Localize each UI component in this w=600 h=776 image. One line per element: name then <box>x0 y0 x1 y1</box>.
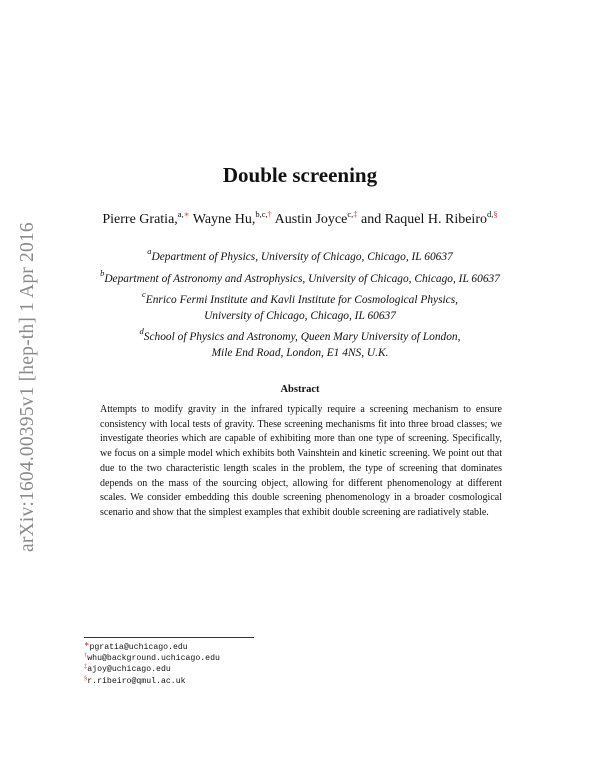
author-footnote-mark[interactable]: ∗ <box>183 209 190 219</box>
affiliation-text: School of Physics and Astronomy, Queen Mary University of London, <box>143 331 461 343</box>
arxiv-identifier: arXiv:1604.00395v1 [hep-th] 1 Apr 2016 <box>17 222 38 552</box>
email-link[interactable]: whu@background.uchicago.edu <box>87 654 220 664</box>
footnote-item <box>84 642 384 653</box>
author-name: Pierre Gratia, <box>102 212 178 227</box>
affiliation-label: a <box>147 246 152 256</box>
footnote-mark: † <box>84 652 88 660</box>
email-link[interactable]: r.ribeiro@qmul.ac.uk <box>87 676 186 686</box>
affiliation-text-line2: University of Chicago, Chicago, IL 60637 <box>204 309 396 322</box>
footnote-mark: ∗ <box>84 641 90 648</box>
affiliation-c <box>60 289 540 324</box>
affiliation-label: b <box>100 267 105 278</box>
footnote-mark: ‡ <box>84 663 88 671</box>
footnote-item <box>84 676 384 687</box>
author-name: Austin Joyce <box>274 212 348 227</box>
author-affiliation-marks: c, <box>347 209 354 219</box>
footnote-item <box>84 653 384 664</box>
affiliation-a <box>60 246 540 266</box>
author-footnote-mark[interactable]: † <box>267 209 272 219</box>
affiliation-text-line2: Mile End Road, London, E1 4NS, U.K. <box>211 346 389 359</box>
affiliation-text: Department of Astronomy and Astrophysics, University of Chicago, Chicago, IL 60637 <box>104 272 500 285</box>
author-affiliation-marks: b,c, <box>255 209 268 219</box>
abstract-text: Attempts to modify gravity in the infrared typically require a screening mechanism to ensure consistency with local tests of gravity. These screening mechanisms fit into three broad classes; we investigate theories which are capable of exhibiting more than one type of screening. Specifically, we focus on a simple model which exhibits both Vainshtein and kinetic screening. We point out that due to the two characteristic length scales in the problem, the type of screening that dominates depends on the mass of the sourcing object, allowing for different phenomenology at different scales. We consider embedding this double screening phenomenology in a broader cosmological scenario and show that the simplest examples that exhibit double screening are radiatively stable. <box>100 404 502 518</box>
author-name: Wayne Hu, <box>192 212 256 227</box>
abstract-heading: Abstract <box>280 384 320 395</box>
arxiv-identifier-stamp <box>14 212 42 552</box>
affiliation-text: Enrico Fermi Institute and Kavli Institute for Cosmological Physics, <box>145 294 459 306</box>
affiliation-label: d <box>139 326 144 336</box>
affiliation-label: c <box>141 289 146 299</box>
author-name: and Raquel H. Ribeiro <box>361 212 487 227</box>
author-list <box>60 209 540 228</box>
email-link[interactable]: ajoy@uchicago.edu <box>87 665 171 675</box>
email-link[interactable]: pgratia@uchicago.edu <box>89 643 188 652</box>
author-footnote-mark[interactable]: § <box>493 209 498 219</box>
author-footnote-mark[interactable]: ‡ <box>353 209 358 219</box>
footnote-mark: § <box>84 674 88 682</box>
footnotes <box>84 642 384 687</box>
footnote-divider <box>84 637 254 638</box>
affiliation-b <box>60 267 540 288</box>
footnote-item <box>84 664 384 675</box>
author-affiliation-marks: d, <box>487 209 494 219</box>
affiliations <box>60 246 540 367</box>
affiliation-d <box>60 326 540 361</box>
paper-title: Double screening <box>222 163 378 187</box>
affiliation-text: Department of Physics, University of Chicago, Chicago, IL 60637 <box>151 251 453 263</box>
author-affiliation-marks: a, <box>177 209 184 219</box>
